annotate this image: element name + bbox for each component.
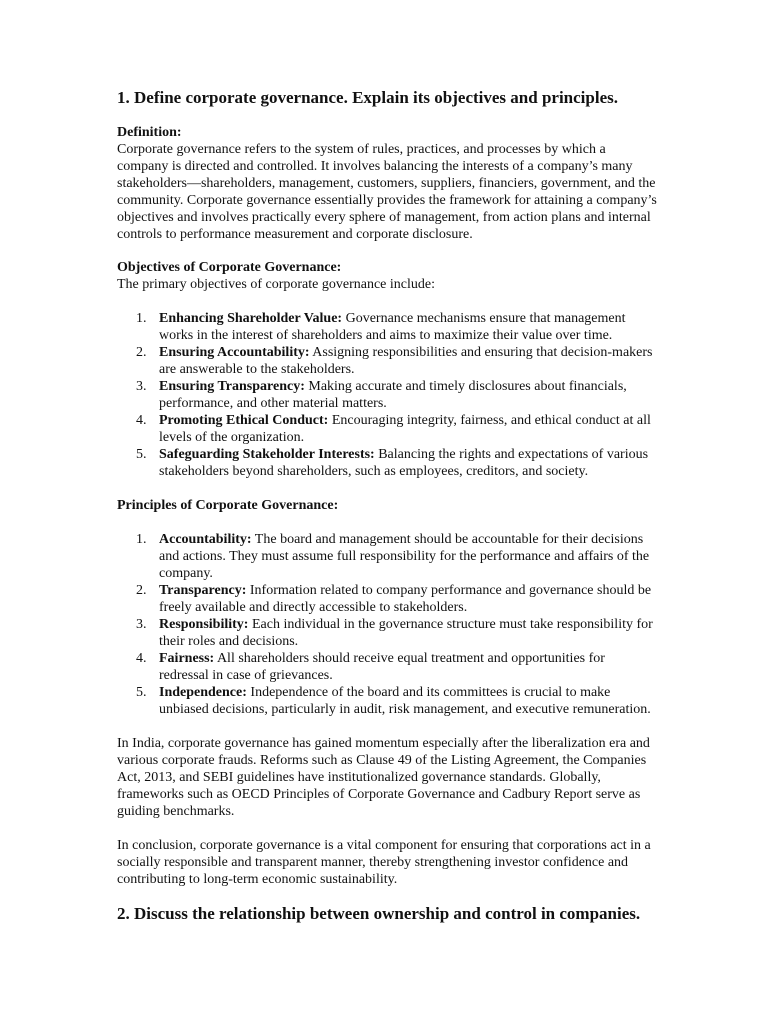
list-term: Safeguarding Stakeholder Interests: <box>159 447 375 462</box>
principles-list <box>117 531 657 718</box>
list-number: 1. <box>136 311 147 326</box>
question-1-heading: 1. Define corporate governance. Explain its objectives and principles. <box>117 88 618 107</box>
list-term: Promoting Ethical Conduct: <box>159 413 329 428</box>
list-text: Making accurate and timely disclosures about financials, performance, and other material matters. <box>159 379 627 411</box>
list-text: The board and management should be accountable for their decisions and actions. They must assume full responsibility for the performance and affairs of the company. <box>159 532 650 581</box>
india-paragraph: In India, corporate governance has gained momentum especially after the liberalization era and various corporate frauds. Reforms such as Clause 49 of the Listing Agreement, the Companies Act, 2013, and SEBI guidelines have institutionalized governance standards. Globally, frameworks such as OECD Principles of Corporate Governance and Cadbury Report serve as guiding benchmarks. <box>117 736 650 819</box>
list-term: Transparency: <box>159 583 247 598</box>
list-term: Responsibility: <box>159 617 249 632</box>
list-item <box>117 531 657 582</box>
list-item <box>117 310 657 344</box>
list-text: Encouraging integrity, fairness, and ethical conduct at all levels of the organization. <box>159 413 651 445</box>
list-item <box>117 378 657 412</box>
list-item <box>117 684 657 718</box>
list-item <box>117 582 657 616</box>
list-term: Fairness: <box>159 651 215 666</box>
list-term: Enhancing Shareholder Value: <box>159 311 343 326</box>
list-text: Balancing the rights and expectations of various stakeholders beyond shareholders, such as employees, creditors, and society. <box>159 447 649 479</box>
list-number: 4. <box>136 651 147 666</box>
conclusion-paragraph: In conclusion, corporate governance is a vital component for ensuring that corporations act in a socially responsible and transparent manner, thereby strengthening investor confidence and contributing to long-term economic sustainability. <box>117 838 651 887</box>
list-term: Accountability: <box>159 532 252 547</box>
list-text: Independence of the board and its committees is crucial to make unbiased decisions, particularly in audit, risk management, and executive remuneration. <box>159 685 651 717</box>
list-number: 2. <box>136 345 147 360</box>
list-number: 5. <box>136 685 147 700</box>
list-item <box>117 446 657 480</box>
objectives-list <box>117 310 657 480</box>
list-term: Ensuring Transparency: <box>159 379 305 394</box>
question-2-heading: 2. Discuss the relationship between ownership and control in companies. <box>117 904 641 923</box>
list-item <box>117 344 657 378</box>
list-number: 4. <box>136 413 147 428</box>
list-text: Assigning responsibilities and ensuring that decision-makers are answerable to the stakeholders. <box>159 345 653 377</box>
list-item <box>117 412 657 446</box>
list-text: All shareholders should receive equal treatment and opportunities for redressal in case of grievances. <box>159 651 605 683</box>
objectives-heading: Objectives of Corporate Governance: <box>117 260 342 275</box>
principles-heading: Principles of Corporate Governance: <box>117 498 339 513</box>
list-number: 1. <box>136 532 147 547</box>
list-number: 2. <box>136 583 147 598</box>
definition-text: Corporate governance refers to the system of rules, practices, and processes by which a company is directed and controlled. It involves balancing the interests of a company’s many stakeholders—shareholders, management, customers, suppliers, financiers, government, and the community. Corporate governance essentially provides the framework for attaining a company’s objectives and involves practically every sphere of management, from action plans and internal controls to performance measurement and corporate disclosure. <box>117 142 657 242</box>
list-text: Each individual in the governance structure must take responsibility for their roles and decisions. <box>159 617 653 649</box>
definition-heading: Definition: <box>117 125 182 140</box>
list-text: Information related to company performance and governance should be freely available and directly accessible to stakeholders. <box>159 583 652 615</box>
list-item <box>117 616 657 650</box>
list-number: 5. <box>136 447 147 462</box>
list-number: 3. <box>136 379 147 394</box>
document-page <box>117 88 657 924</box>
list-text: Governance mechanisms ensure that management works in the interest of shareholders and aims to maximize their value over time. <box>159 311 626 343</box>
list-term: Independence: <box>159 685 247 700</box>
objectives-intro: The primary objectives of corporate governance include: <box>117 277 435 292</box>
list-number: 3. <box>136 617 147 632</box>
list-term: Ensuring Accountability: <box>159 345 310 360</box>
list-item <box>117 650 657 684</box>
